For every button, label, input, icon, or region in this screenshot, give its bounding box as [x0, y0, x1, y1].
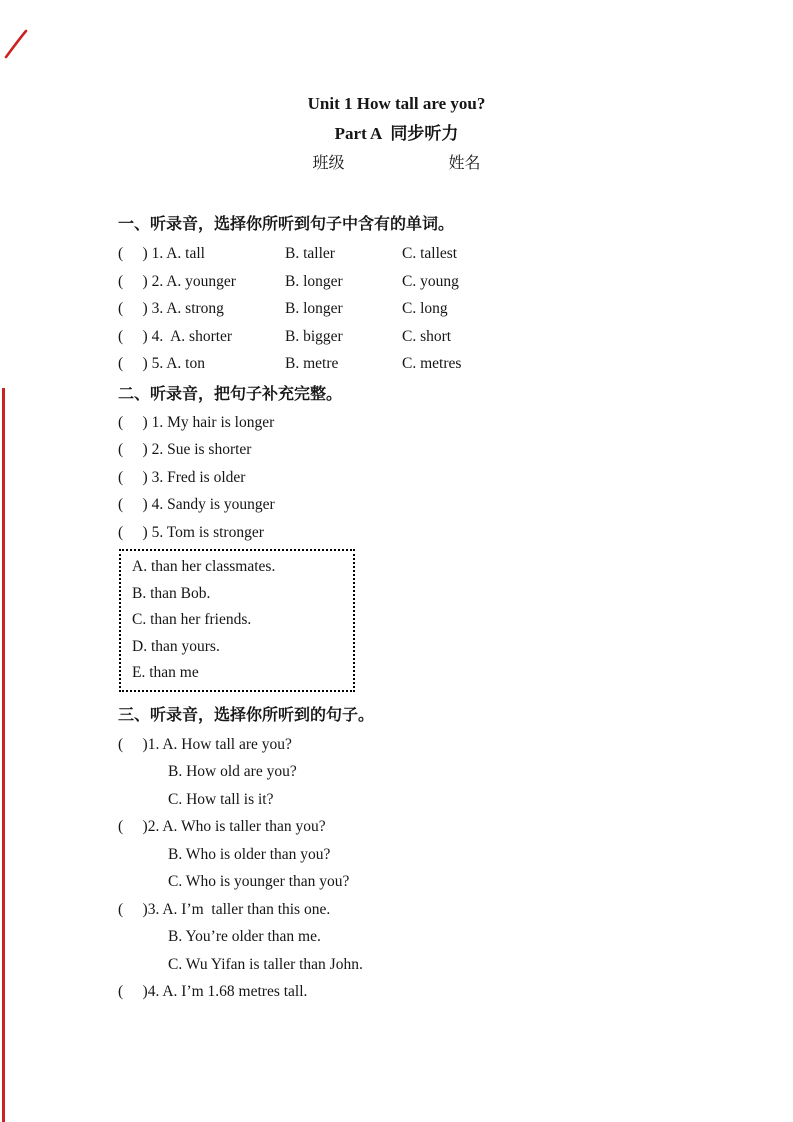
- question-2-line-a: [118, 813, 753, 841]
- question-3-line-a: [118, 896, 753, 924]
- mc-row-1: [118, 240, 753, 268]
- box-option-b: [132, 581, 353, 608]
- sentence-text: ( ) 2. Sue is shorter: [118, 441, 252, 458]
- option-b: B. Who is older than you?: [168, 845, 331, 863]
- sentence-item-1: [118, 409, 753, 437]
- option-a: A. younger: [166, 272, 236, 290]
- answer-blank: ( ) 1.: [118, 245, 167, 262]
- subtitle-part-label: Part A: [334, 124, 383, 143]
- box-option-c: [132, 607, 353, 634]
- option-c: C. Wu Yifan is taller than John.: [168, 955, 363, 973]
- page-title: Unit 1 How tall are you?: [307, 94, 486, 113]
- option-b: B. taller: [285, 245, 335, 262]
- option-c: C. Who is younger than you?: [168, 873, 350, 890]
- answer-blank: ( )4.: [118, 983, 163, 1000]
- option-a: A. I’m 1.68 metres tall.: [162, 983, 308, 1000]
- sentence-item-3: [118, 464, 753, 492]
- section3-questions: [118, 731, 753, 1006]
- answer-blank: ( )2.: [118, 818, 163, 835]
- worksheet-header: [0, 0, 793, 174]
- sentence-text: ( ) 1. My hair is longer: [118, 413, 275, 431]
- name-label: 姓名: [448, 155, 481, 172]
- section1-heading: 一、听录音，选择你所听到句子中含有的单词。: [118, 216, 455, 233]
- option-b: B. metre: [285, 355, 339, 372]
- mc-row-5: [118, 350, 753, 378]
- question-2-line-b: [118, 841, 753, 869]
- red-pen-mark-icon: [3, 28, 29, 60]
- option-c: C. young: [402, 272, 459, 290]
- section2-heading: 二、听录音，把句子补充完整。: [118, 385, 343, 403]
- option-c: C. long: [402, 300, 448, 317]
- sentence-text: ( ) 5. Tom is stronger: [118, 523, 264, 541]
- answer-blank: ( )3.: [118, 900, 163, 918]
- option-a: A. shorter: [170, 327, 233, 345]
- class-label: 班级: [312, 155, 345, 172]
- question-1-line-b: [118, 758, 753, 786]
- answer-blank: ( ) 2.: [118, 272, 167, 290]
- option-b: B. longer: [285, 272, 343, 290]
- red-margin-line: [2, 388, 5, 1122]
- question-1-line-a: [118, 731, 753, 759]
- question-2-line-c: [118, 868, 753, 896]
- option-c: C. tallest: [402, 245, 458, 262]
- mc-row-4: [118, 323, 753, 351]
- option-c: C. How tall is it?: [168, 790, 274, 808]
- option-b: B. You’re older than me.: [168, 928, 321, 945]
- option-b: B. longer: [285, 300, 343, 317]
- box-option-text: A. than her classmates.: [132, 558, 276, 575]
- question-1-line-c: [118, 786, 753, 814]
- sentence-text: ( ) 4. Sandy is younger: [118, 496, 275, 513]
- answer-options-box: [119, 549, 355, 692]
- option-b: B. How old are you?: [168, 763, 297, 780]
- sentence-text: ( ) 3. Fred is older: [118, 468, 246, 486]
- option-a: A. Who is taller than you?: [162, 818, 326, 835]
- sentence-item-5: [118, 519, 753, 547]
- option-a: A. ton: [166, 355, 205, 372]
- answer-blank: ( )1.: [118, 735, 163, 753]
- section1-rows: [118, 240, 753, 378]
- option-c: C. short: [402, 327, 452, 345]
- box-option-text: E. than me: [132, 664, 199, 681]
- option-a: A. tall: [166, 245, 205, 262]
- sentence-item-2: [118, 436, 753, 464]
- sentence-item-4: [118, 491, 753, 519]
- box-option-text: B. than Bob.: [132, 584, 211, 602]
- box-option-a: [132, 554, 353, 581]
- option-b: B. bigger: [285, 327, 343, 345]
- box-option-text: D. than yours.: [132, 637, 220, 655]
- mc-row-3: [118, 295, 753, 323]
- option-a: A. I’m taller than this one.: [162, 900, 331, 918]
- section3-heading: 三、听录音，选择你所听到的句子。: [118, 706, 375, 724]
- answer-blank: ( ) 4.: [118, 327, 171, 345]
- option-a: A. strong: [166, 300, 224, 317]
- option-c: C. metres: [402, 355, 462, 372]
- subtitle-zh-label: 同步听力: [390, 124, 459, 143]
- question-3-line-c: [118, 951, 753, 979]
- mc-row-2: [118, 268, 753, 296]
- question-3-line-b: [118, 923, 753, 951]
- class-name-line: [0, 154, 793, 174]
- section2-items: [118, 409, 753, 547]
- worksheet-body: [118, 216, 753, 1006]
- box-option-text: C. than her friends.: [132, 611, 252, 628]
- answer-blank: ( ) 3.: [118, 300, 167, 317]
- box-option-d: [132, 634, 353, 661]
- question-4-line-a: [118, 978, 753, 1006]
- option-a: A. How tall are you?: [162, 735, 292, 753]
- box-option-e: [132, 660, 353, 687]
- page-subtitle: [0, 124, 793, 144]
- answer-blank: ( ) 5.: [118, 355, 167, 372]
